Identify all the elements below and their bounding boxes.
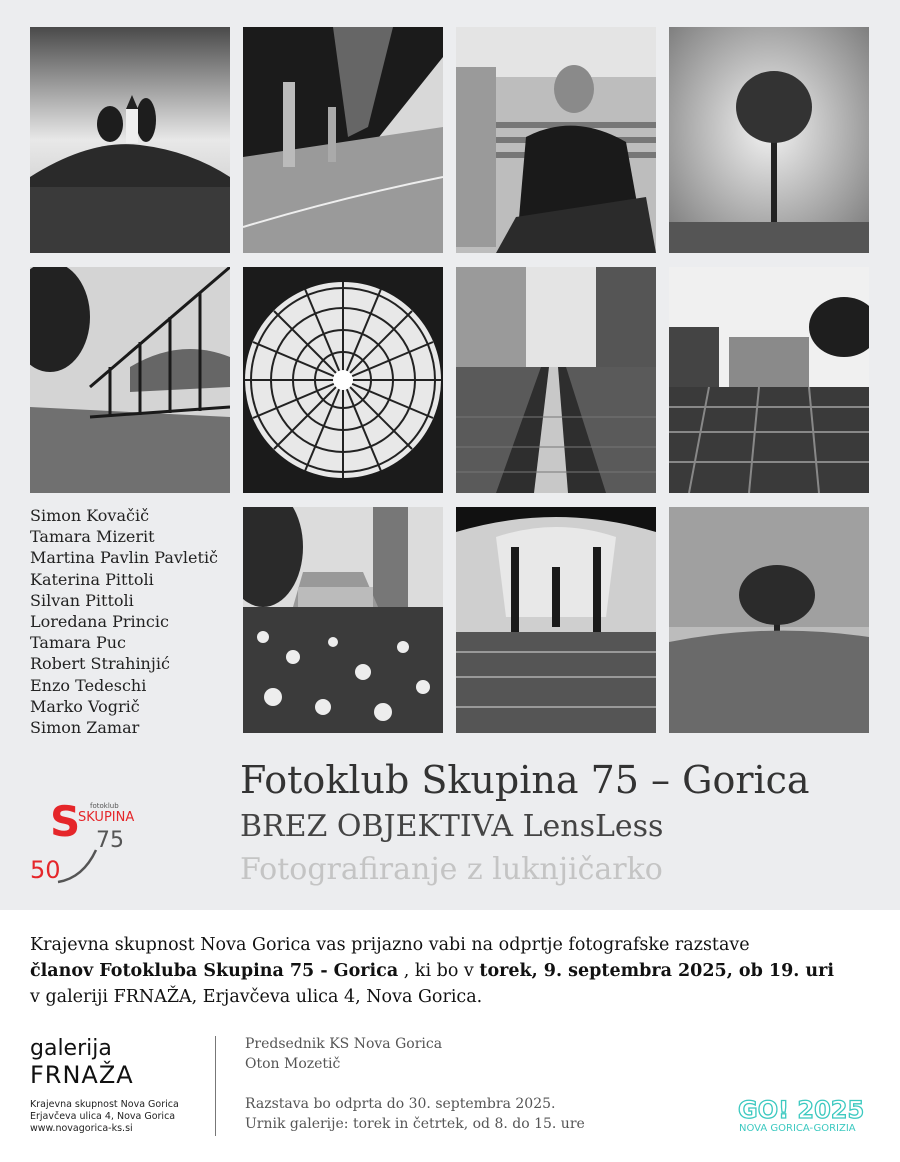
pavilion-photo (456, 507, 656, 733)
skupina-75-logo (28, 800, 148, 890)
exhibition-subtitle: Fotografiranje z luknjičarko (240, 852, 663, 887)
vertical-divider (215, 1036, 216, 1136)
invite-club-members: članov Fotokluba Skupina 75 - Gorica (30, 961, 399, 981)
galerija-frnaza-logo (30, 1037, 134, 1089)
president-name: Oton Mozetič (245, 1056, 341, 1072)
member-name: Marko Vogrič (30, 696, 140, 716)
member-name: Enzo Tedeschi (30, 675, 147, 695)
go-2025-logo (738, 1095, 873, 1135)
member-list (30, 505, 218, 738)
member-name: Martina Pavlin Pavletič (30, 548, 219, 568)
woman-seated-photo (456, 27, 656, 253)
lone-tree-photo (669, 27, 869, 253)
go-2025-sub-text: NOVA GORICA-GORIZIA (739, 1123, 856, 1134)
gallery-logo-line1: galerija (30, 1036, 112, 1061)
cobbled-street-photo (456, 267, 656, 493)
logo-s-letter: S (50, 800, 81, 846)
member-name: Silvan Pittoli (30, 590, 134, 610)
church-on-hill-photo (30, 27, 230, 253)
member-name: Loredana Princic (30, 612, 169, 632)
gallery-address-street: Erjavčeva ulica 4, Nova Gorica (30, 1111, 176, 1122)
bridge-railing-photo (30, 267, 230, 493)
member-name: Simon Zamar (30, 718, 140, 738)
exhibition-title: BREZ OBJEKTIVA LensLess (240, 809, 664, 844)
gallery-address-web: www.novagorica-ks.si (30, 1123, 133, 1134)
invite-connector: , ki bo v (398, 961, 480, 981)
logo-75-text: 75 (96, 828, 124, 853)
church-flowers-photo (243, 507, 443, 733)
logo-skupina-text: SKUPINA (78, 810, 135, 825)
gallery-logo-line2: FRNAŽA (30, 1061, 134, 1089)
gallery-hours: Urnik galerije: torek in četrtek, od 8. do 15. ure (245, 1116, 585, 1132)
gallery-address (30, 1099, 179, 1135)
club-title: Fotoklub Skupina 75 – Gorica (240, 758, 810, 802)
invite-line-2 (30, 958, 834, 984)
member-name: Robert Strahinjić (30, 654, 170, 674)
invite-line-1: Krajevna skupnost Nova Gorica vas prijazno vabi na odprtje fotografske razstave (30, 935, 750, 955)
member-name: Tamara Mizerit (30, 527, 155, 547)
president-title: Predsednik KS Nova Gorica (245, 1036, 443, 1052)
open-until: Razstava bo odprta do 30. septembra 2025. (245, 1096, 556, 1112)
member-name: Katerina Pittoli (30, 569, 154, 589)
member-name: Tamara Puc (30, 633, 126, 653)
go-2025-main-text: GO! 2025 (738, 1096, 865, 1124)
logo-fotoklub-text: fotoklub (90, 802, 119, 810)
gallery-address-org: Krajevna skupnost Nova Gorica (30, 1099, 179, 1110)
tree-field-photo (669, 507, 869, 733)
logo-50-text: 50 (30, 856, 61, 884)
exhibition-info (245, 1034, 585, 1134)
invite-line-3: v galeriji FRNAŽA, Erjavčeva ulica 4, Nova Gorica. (30, 987, 483, 1007)
invite-date: torek, 9. septembra 2025, ob 19. uri (479, 961, 835, 981)
member-name: Simon Kovačič (30, 506, 150, 525)
dome-ceiling-photo (243, 267, 443, 493)
building-underpass-photo (243, 27, 443, 253)
invitation-text (30, 932, 834, 1010)
paved-square-photo (669, 267, 869, 493)
